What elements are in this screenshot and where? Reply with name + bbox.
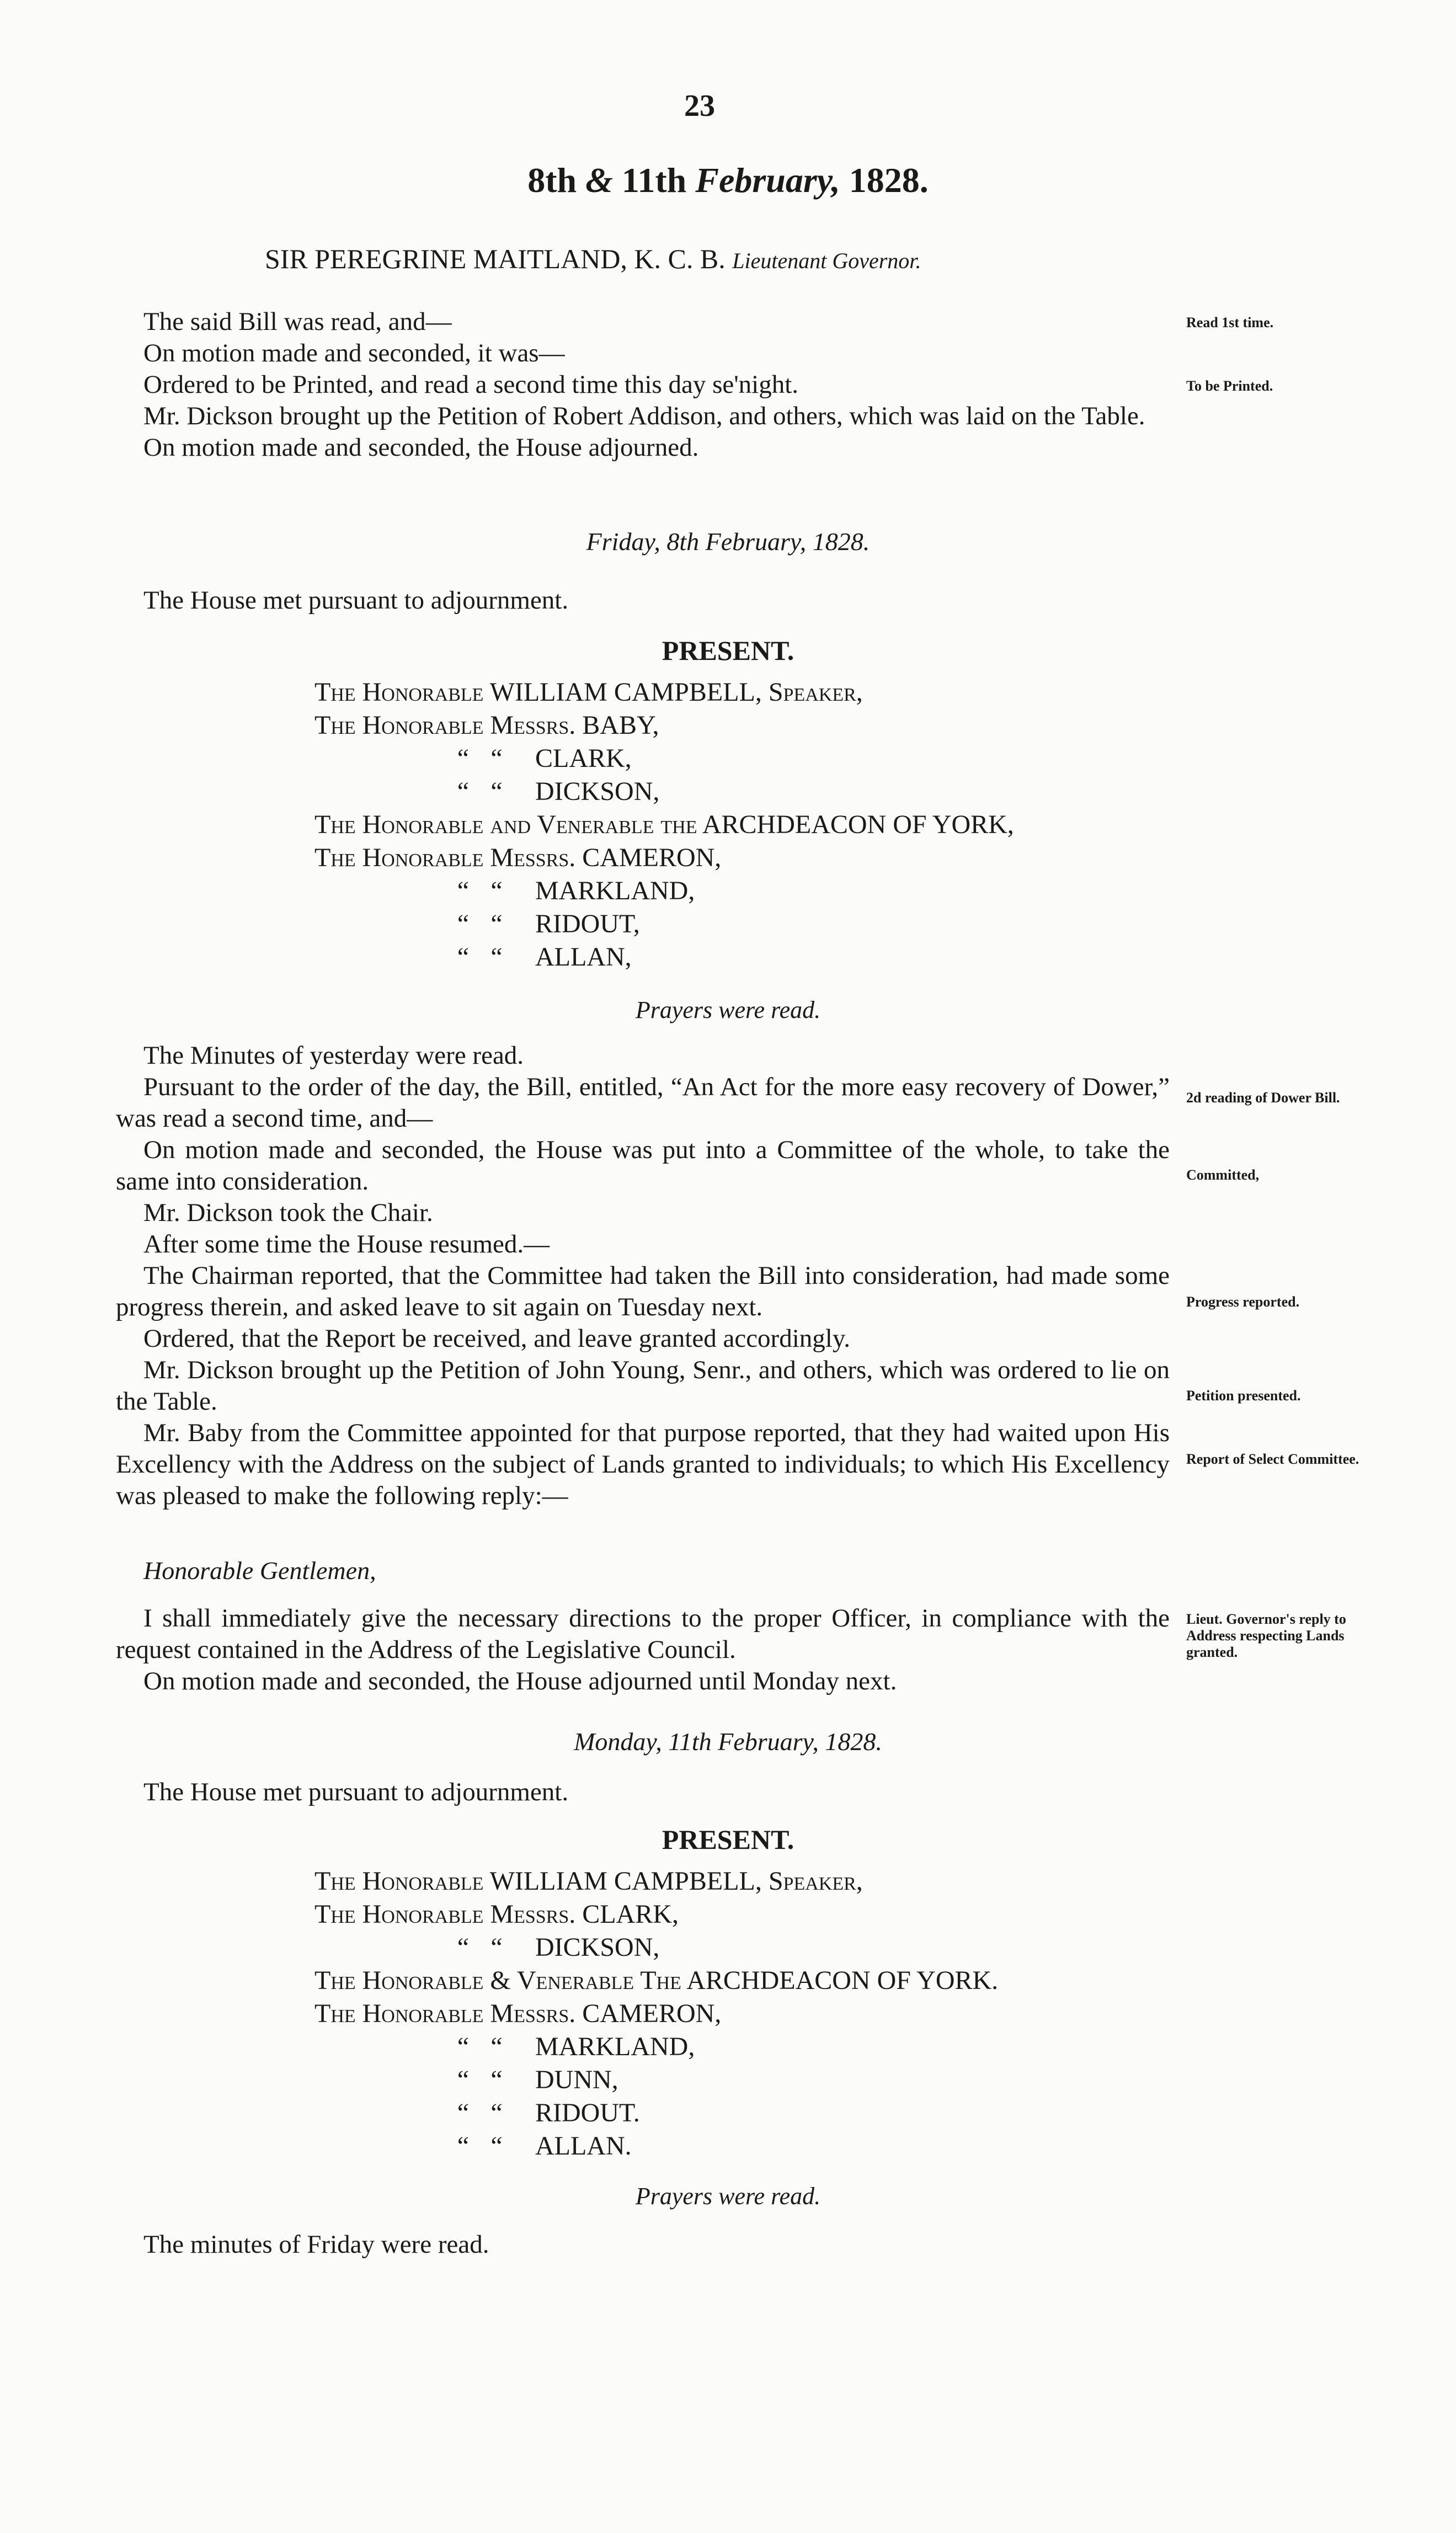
date-part-1: 8th	[527, 161, 586, 200]
member-row: The Honorable Messrs. CAMERON,	[314, 1999, 722, 2028]
paragraph: The minutes of Friday were read.	[143, 2230, 489, 2259]
friday-heading: Friday, 8th February, 1828.	[586, 527, 870, 556]
paragraph: Mr. Dickson brought up the Petition of Robert Addison, and others, which was laid on the Table.	[143, 402, 1145, 430]
friday-proceedings	[116, 1040, 1170, 1512]
member-row: The Honorable Messrs. CAMERON,	[314, 843, 722, 872]
member-row: The Honorable and Venerable the ARCHDEACON OF YORK,	[314, 810, 1014, 839]
monday-heading: Monday, 11th February, 1828.	[574, 1727, 882, 1756]
prayers-line: Prayers were read.	[635, 2183, 821, 2210]
paragraph: The Minutes of yesterday were read.	[143, 1041, 524, 1070]
paragraph: Mr. Dickson brought up the Petition of John Young, Senr., and others, which was ordered to lie on the Table.	[116, 1356, 1170, 1416]
member-row: “ “ RIDOUT.	[457, 2098, 640, 2127]
paragraph: On motion made and seconded, the House adjourned.	[143, 433, 699, 462]
member-row: “ “ CLARK,	[457, 744, 632, 773]
paragraph: I shall immediately give the necessary directions to the proper Officer, in compliance with the request contained in the Address of the Legislative Council.	[116, 1604, 1170, 1664]
paragraph: Ordered, that the Report be received, and leave granted accordingly.	[143, 1324, 851, 1353]
date-ampersand: &	[585, 161, 613, 200]
date-year: 1828.	[840, 161, 929, 200]
member-row: “ “ MARKLAND,	[457, 2032, 695, 2061]
paragraph: On motion made and seconded, it was—	[143, 339, 565, 367]
paragraph: Mr. Baby from the Committee appointed for that purpose reported, that they had waited upon His Excellency with the Address on the subject of Lands granted to individuals; to which His Excellency was pleased to make the following reply:—	[116, 1419, 1170, 1510]
monday-proceedings	[116, 2229, 1170, 2260]
paragraph: The House met pursuant to adjournment.	[143, 586, 569, 615]
member-row: The Honorable WILLIAM CAMPBELL, Speaker,	[314, 1867, 863, 1896]
page-date-heading	[0, 160, 1456, 201]
member-row: “ “ RIDOUT,	[457, 909, 640, 938]
member-row: “ “ DICKSON,	[457, 777, 660, 806]
member-row: “ “ ALLAN.	[457, 2131, 632, 2161]
page-number: 23	[684, 89, 715, 123]
margin-note: Petition presented.	[1186, 1388, 1301, 1404]
section1-text	[116, 306, 1170, 463]
paragraph: After some time the House resumed.—	[143, 1230, 550, 1258]
member-row: “ “ ALLAN,	[457, 942, 632, 972]
paragraph: The Chairman reported, that the Committee had taken the Bill into consideration, had made some progress therein, and asked leave to sit again on Tuesday next.	[116, 1261, 1170, 1321]
governor-name: SIR PEREGRINE MAITLAND, K. C. B.	[265, 243, 726, 274]
paragraph: Pursuant to the order of the day, the Bill, entitled, “An Act for the more easy recovery of Dower,” was read a second time, and—	[116, 1073, 1170, 1133]
governor-reply	[116, 1603, 1170, 1697]
date-part-2: 11th	[612, 161, 696, 200]
governor-title: Lieutenant Governor.	[732, 248, 921, 273]
margin-note: To be Printed.	[1186, 378, 1273, 394]
friday-members-list	[314, 676, 1014, 974]
present-heading: PRESENT.	[662, 635, 794, 666]
margin-note: Lieut. Governor's reply to Address respecting Lands granted.	[1186, 1611, 1346, 1660]
monday-met	[116, 1777, 1170, 1808]
member-row: The Honorable WILLIAM CAMPBELL, Speaker,	[314, 678, 863, 707]
paragraph: On motion made and seconded, the House was put into a Committee of the whole, to take the same into consideration.	[116, 1135, 1170, 1196]
monday-members-list	[314, 1865, 998, 2163]
member-row: “ “ DICKSON,	[457, 1933, 660, 1962]
friday-met	[116, 585, 1170, 616]
salutation: Honorable Gentlemen,	[143, 1556, 376, 1585]
paragraph: On motion made and seconded, the House adjourned until Monday next.	[143, 1667, 897, 1695]
member-row: The Honorable Messrs. BABY,	[314, 711, 659, 740]
margin-note: 2d reading of Dower Bill.	[1186, 1090, 1340, 1106]
margin-note: Read 1st time.	[1186, 314, 1274, 330]
member-row: “ “ DUNN,	[457, 2065, 618, 2094]
margin-note: Report of Select Committee.	[1186, 1451, 1359, 1467]
paragraph: The said Bill was read, and—	[143, 307, 452, 336]
present-heading: PRESENT.	[662, 1824, 794, 1855]
margin-note: Committed,	[1186, 1167, 1260, 1183]
date-month: February,	[695, 161, 840, 200]
paragraph: Ordered to be Printed, and read a second time this day se'night.	[143, 370, 799, 399]
prayers-line: Prayers were read.	[635, 996, 821, 1023]
member-row: “ “ MARKLAND,	[457, 876, 695, 905]
margin-note: Progress reported.	[1186, 1294, 1300, 1310]
paragraph: The House met pursuant to adjournment.	[143, 1778, 569, 1806]
member-row: The Honorable & Venerable The ARCHDEACON OF YORK.	[314, 1966, 999, 1995]
governor-line	[265, 243, 921, 275]
member-row: The Honorable Messrs. CLARK,	[314, 1900, 679, 1929]
paragraph: Mr. Dickson took the Chair.	[143, 1198, 433, 1227]
